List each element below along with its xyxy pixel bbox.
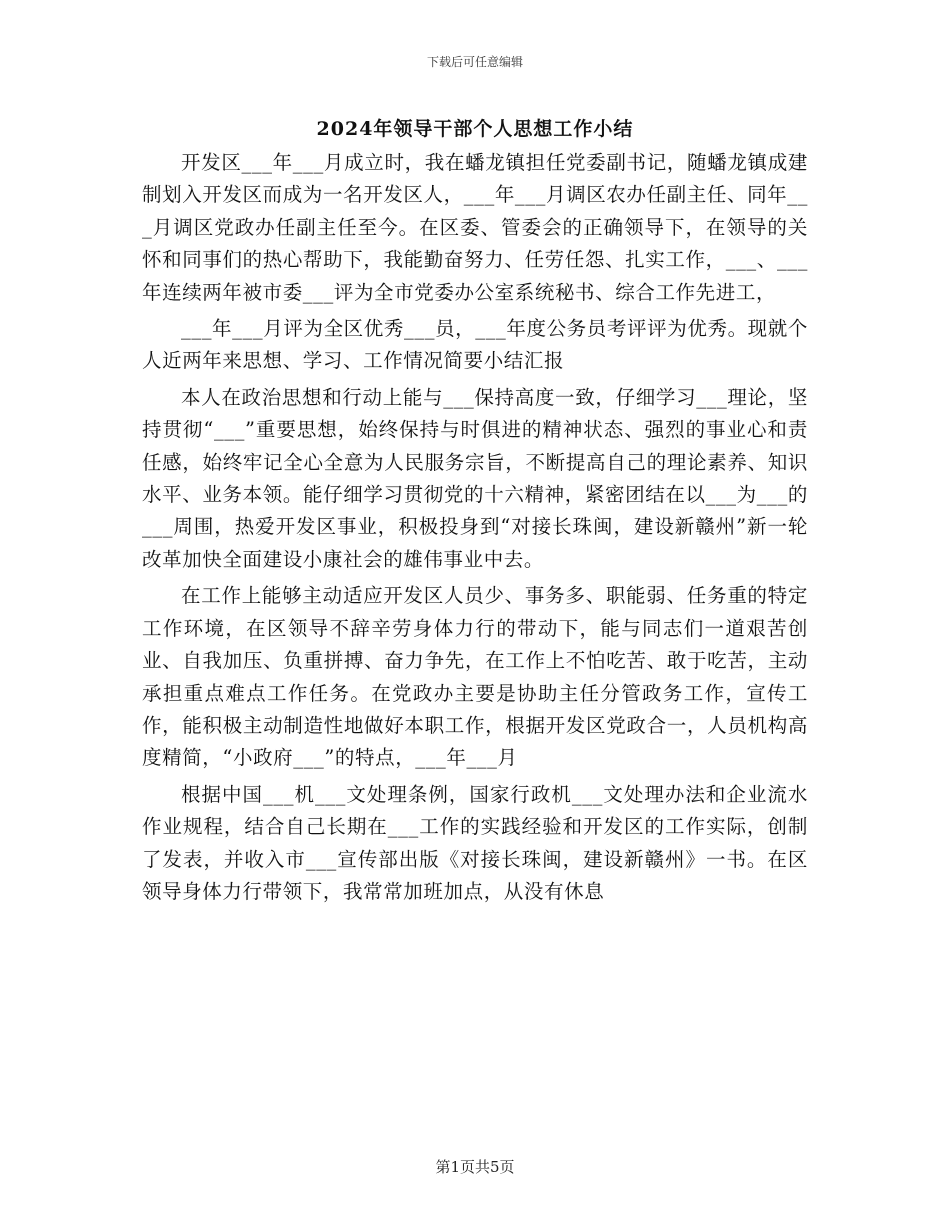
- paragraph: 根据中国___机___文处理条例，国家行政机___文处理办法和企业流水作业规程，结合自己长期在___工作的实践经验和开发区的工作实际，创制了发表，并收入市___宣传部出版《对接长珠闽，建设新赣州》一书。在区领导身体力行带领下，我常常加班加点，从没有休息: [142, 782, 808, 903]
- paragraph: 开发区___年___月成立时，我在蟠龙镇担任党委副书记，随蟠龙镇成建制划入开发区而成为一名开发区人，___年___月调区农办任副主任、同年___月调区党政办任副主任至今。在区委、管委会的正确领导下，在领导的关怀和同事们的热心帮助下，我能勤奋努力、任劳任怨、扎实工作，___、___年连续两年被市委___评为全市党委办公室系统秘书、综合工作先进工，: [142, 151, 808, 304]
- document-title: 2024年领导干部个人思想工作小结: [316, 118, 634, 140]
- paragraph: ___年___月评为全区优秀___员，___年度公务员考评评为优秀。现就个人近两年来思想、学习、工作情况简要小结汇报: [142, 317, 808, 373]
- document-body: [142, 147, 808, 908]
- page-footer: 第1页共5页: [435, 1158, 515, 1176]
- header-note: 下载后可任意编辑: [426, 55, 523, 69]
- paragraph: 在工作上能够主动适应开发区人员少、事务多、职能弱、任务重的特定工作环境，在区领导不辞辛劳身体力行的带动下，能与同志们一道艰苦创业、自我加压、负重拼搏、奋力争先，在工作上不怕吃苦、敢于吃苦，主动承担重点难点工作任务。在党政办主要是协助主任分管政务工作，宣传工作，能积极主动制造性地做好本职工作，根据开发区党政合一，人员机构高度精简，“小政府___”的特点，___年___月: [142, 584, 808, 770]
- paragraph: 本人在政治思想和行动上能与___保持高度一致，仔细学习___理论，坚持贯彻“___”重要思想，始终保持与时俱进的精神状态、强烈的事业心和责任感，始终牢记全心全意为人民服务宗旨，不断提高自己的理论素养、知识水平、业务本领。能仔细学习贯彻党的十六精神，紧密团结在以___为___的___周围，热爱开发区事业，积极投身到“对接长珠闽，建设新赣州”新一轮改革加快全面建设小康社会的雄伟事业中去。: [142, 385, 808, 571]
